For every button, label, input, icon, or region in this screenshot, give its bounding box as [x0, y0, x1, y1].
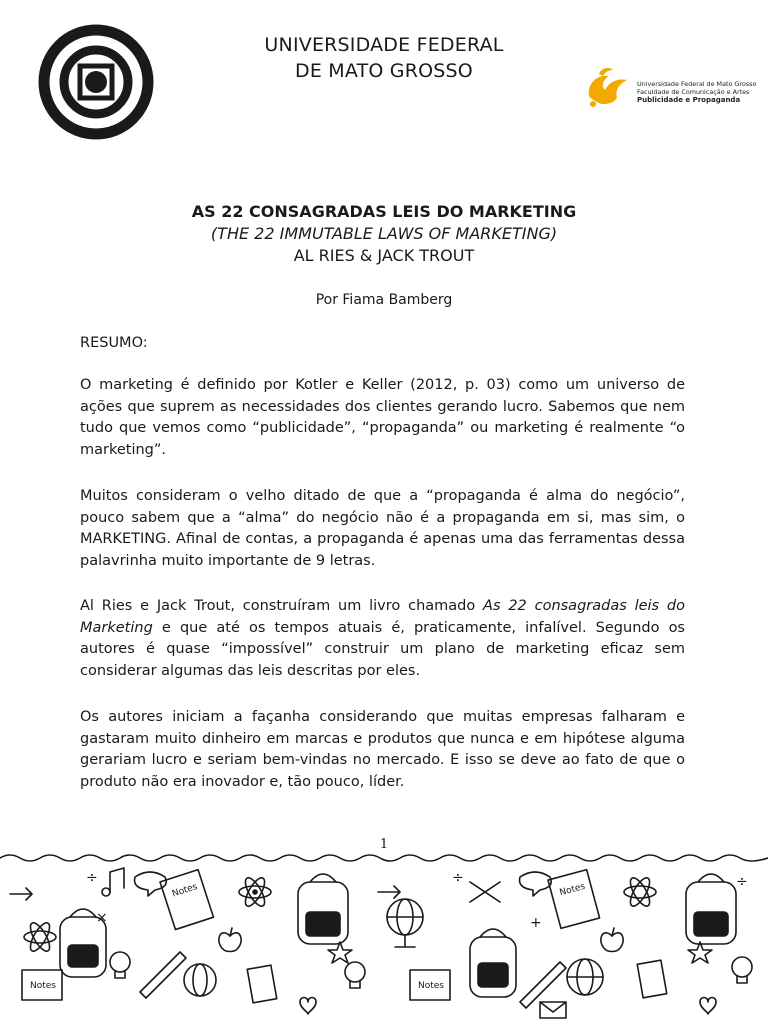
pencil-icon — [140, 952, 186, 998]
scallop-edge — [0, 855, 768, 861]
math-symbol-icon: ÷ — [452, 870, 464, 886]
backpack-icon — [470, 929, 516, 997]
faculty-logo — [583, 66, 763, 110]
music-note-icon — [102, 888, 110, 896]
doodle-note-label: Notes — [558, 881, 587, 899]
paragraph-2: Muitos consideram o velho ditado de que a “propaganda é alma do negócio”, pouco sabem que a “alma” do negócio não é a propaganda em si, mas sim, o MARKETING. Afinal de contas, a propaganda é apenas uma das ferramentas dessa palavrinha muito importante de 9 letras. — [80, 488, 685, 569]
heart-icon — [700, 998, 716, 1015]
pencil-icon — [520, 962, 566, 1008]
book-icon — [247, 965, 277, 1003]
globe-icon — [387, 899, 423, 947]
doodle-note-label: Notes — [30, 981, 56, 991]
arrow-icon — [10, 888, 32, 900]
math-symbol-icon: ÷ — [736, 874, 748, 890]
lightbulb-icon — [732, 957, 752, 983]
star-icon — [328, 942, 352, 963]
doodle-note-label: Notes — [418, 981, 444, 991]
doodle-note-label: Notes — [171, 881, 199, 900]
lightbulb-icon — [110, 952, 130, 978]
faculty-flame-icon — [583, 66, 633, 110]
book-title: As 22 consagradas leis do Marketing — [80, 598, 685, 636]
apple-icon — [601, 928, 623, 952]
university-name-line2: DE MATO GROSSO — [295, 60, 473, 82]
atom-icon — [624, 875, 656, 909]
document-title — [100, 201, 668, 267]
title-main: AS 22 CONSAGRADAS LEIS DO MARKETING — [191, 202, 577, 221]
envelope-icon — [540, 1002, 566, 1018]
math-symbol-icon: + — [530, 915, 542, 931]
apple-icon — [219, 928, 241, 952]
paragraph-3-rest: e que até os tempos atuais é, praticamente, infalível. Segundo os autores é quase “impossível” construir um plano de marketing eficaz sem considerar algumas das leis descritas por eles. — [80, 619, 685, 679]
section-heading: RESUMO: — [80, 335, 148, 351]
paragraph-3 — [80, 596, 685, 682]
byline: Por Fiama Bamberg — [315, 292, 453, 308]
faculty-line1: Universidade Federal de Mato Grosso — [637, 80, 757, 88]
doodle-border — [0, 852, 768, 1024]
atom-icon — [239, 875, 271, 909]
star-icon — [688, 942, 712, 963]
globe-icon — [184, 964, 216, 996]
heart-icon — [300, 998, 316, 1015]
paragraph-4: Os autores iniciam a façanha considerando que muitas empresas falharam e gastaram muito dinheiro em marcas e produtos que nunca e em hipótese alguma gerariam lucro e seriam bem-vindas no mercado. E isso se deve ao fato de que o produto não era inovador e, tão pouco, líder. — [80, 709, 685, 790]
notebook-icon — [410, 970, 450, 1000]
university-logo — [37, 23, 155, 141]
speech-bubble-icon — [135, 872, 167, 896]
notebook-icon — [160, 870, 213, 930]
lightbulb-icon — [345, 962, 365, 988]
speech-bubble-icon — [520, 872, 552, 896]
arrow-icon — [378, 886, 400, 898]
title-authors: AL RIES & JACK TROUT — [293, 246, 475, 265]
book-icon — [637, 960, 667, 998]
backpack-icon — [686, 874, 736, 944]
music-note-icon — [110, 868, 124, 892]
math-symbol-icon: ÷ — [86, 870, 98, 886]
paragraph-3-intro: Al Ries e Jack Trout, construíram um livro chamado — [80, 598, 484, 614]
notebook-icon — [22, 970, 62, 1000]
math-symbol-icon: × — [96, 910, 108, 926]
title-subtitle: (THE 22 IMMUTABLE LAWS OF MARKETING) — [210, 224, 558, 243]
atom-icon — [24, 920, 56, 954]
university-name — [200, 32, 568, 84]
scissors-icon — [470, 882, 500, 902]
faculty-line3: Publicidade e Propaganda — [637, 96, 741, 104]
globe-icon — [567, 959, 603, 995]
university-name-line1: UNIVERSIDADE FEDERAL — [264, 34, 504, 56]
faculty-line2: Faculdade de Comunicação e Artes — [637, 88, 750, 96]
backpack-icon — [298, 874, 348, 944]
page-number: 1 — [379, 837, 389, 852]
paragraph-1: O marketing é definido por Kotler e Keller (2012, p. 03) como um universo de ações que suprem as necessidades dos clientes gerando lucro. Sabemos que nem tudo que vemos como “publicidade”, “propaganda” ou marketing é realmente “o marketing”. — [80, 377, 685, 458]
notebook-icon — [548, 870, 600, 929]
